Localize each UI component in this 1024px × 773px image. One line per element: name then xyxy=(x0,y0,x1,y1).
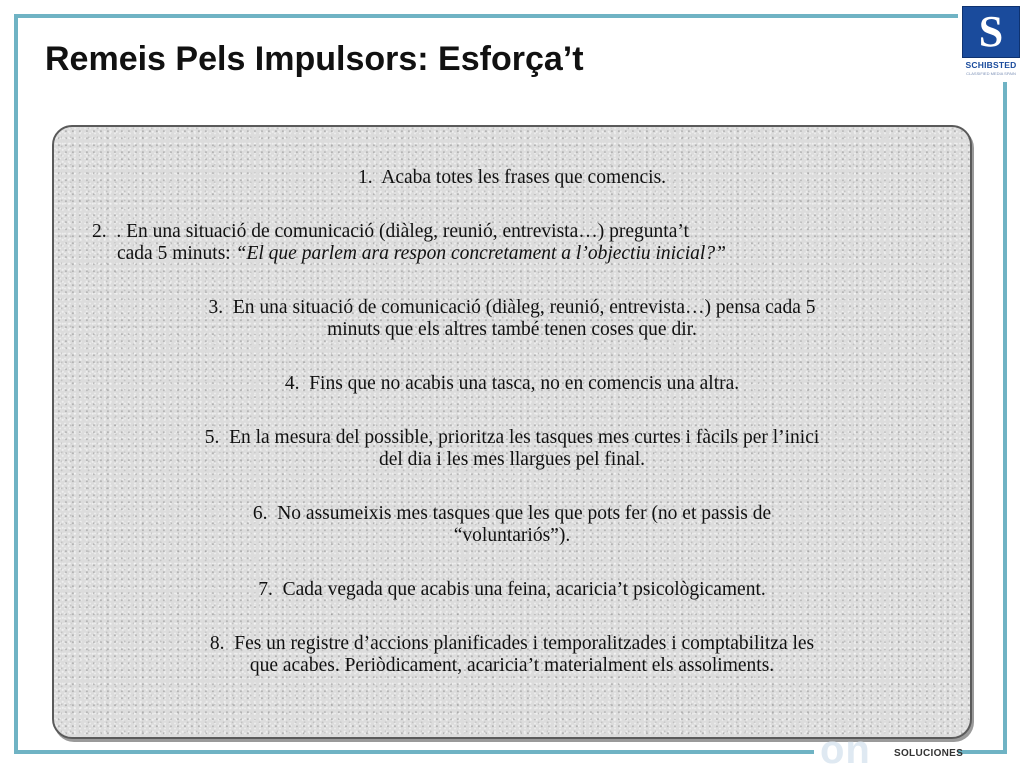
item-text: Acaba totes les frases que comencis. xyxy=(381,167,667,188)
list-item-5 xyxy=(54,427,970,471)
item-number: 1. xyxy=(357,167,373,188)
logo-name: SCHIBSTED xyxy=(965,60,1017,70)
item-text-line2: “voluntariós”). xyxy=(453,525,571,546)
item-text: Cada vegada que acabis una feina, acaricia’t psicològicament. xyxy=(282,579,766,600)
frame-right-border xyxy=(1003,82,1007,754)
item-quote: “El que parlem ara respon concretament a l’objectiu inicial?” xyxy=(235,243,726,264)
item-number: 3. xyxy=(208,297,224,318)
item-text-line1: En una situació de comunicació (diàleg, reunió, entrevista…) pensa cada 5 xyxy=(232,297,816,318)
item-text-line2: minuts que els altres també tenen coses que dir. xyxy=(327,319,697,340)
logo-letter: S xyxy=(962,6,1020,58)
list-item-7 xyxy=(54,579,970,601)
content-panel xyxy=(52,125,972,739)
frame-left-border xyxy=(14,14,18,754)
list-item-2 xyxy=(92,221,726,265)
item-number: 6. xyxy=(252,503,268,524)
list-item-3 xyxy=(54,297,970,341)
item-text-line2: del dia i les mes llargues pel final. xyxy=(378,449,646,470)
list-item-6 xyxy=(54,503,970,547)
item-number: 7. xyxy=(258,579,273,600)
footer-label: SOLUCIONES xyxy=(894,748,964,759)
schibsted-logo xyxy=(962,6,1020,78)
item-text: Fins que no acabis una tasca, no en comencis una altra. xyxy=(309,373,740,394)
item-text-line2: que acabes. Periòdicament, acaricia’t materialment els assoliments. xyxy=(249,655,775,676)
footer-brand-fragment: on xyxy=(820,728,871,772)
logo-subtitle: CLASSIFIED MEDIA SPAIN xyxy=(966,71,1016,76)
item-text-line1: No assumeixis mes tasques que les que pots fer (no et passis de xyxy=(277,503,772,524)
slide-title: Remeis Pels Impulsors: Esforça’t xyxy=(45,40,584,78)
list-item-4 xyxy=(54,373,970,395)
frame-bottom-border xyxy=(14,750,814,754)
item-number: 5. xyxy=(204,427,220,448)
item-text-line2: cada 5 minuts: xyxy=(117,243,236,264)
footer-logo xyxy=(820,728,1000,772)
item-number: 4. xyxy=(284,373,300,394)
item-number: 8. xyxy=(209,633,225,654)
item-text-line1: En la mesura del possible, prioritza les tasques mes curtes i fàcils per l’inici xyxy=(229,427,820,448)
list-item-1 xyxy=(54,167,970,189)
frame-top-border xyxy=(14,14,958,18)
item-text-line1: Fes un registre d’accions planificades i temporalitzades i comptabilitza les xyxy=(234,633,815,654)
list-item-8 xyxy=(54,633,970,677)
item-number: 2. xyxy=(92,221,107,242)
item-text-line1: . En una situació de comunicació (diàleg, reunió, entrevista…) pregunta’t xyxy=(116,221,689,242)
